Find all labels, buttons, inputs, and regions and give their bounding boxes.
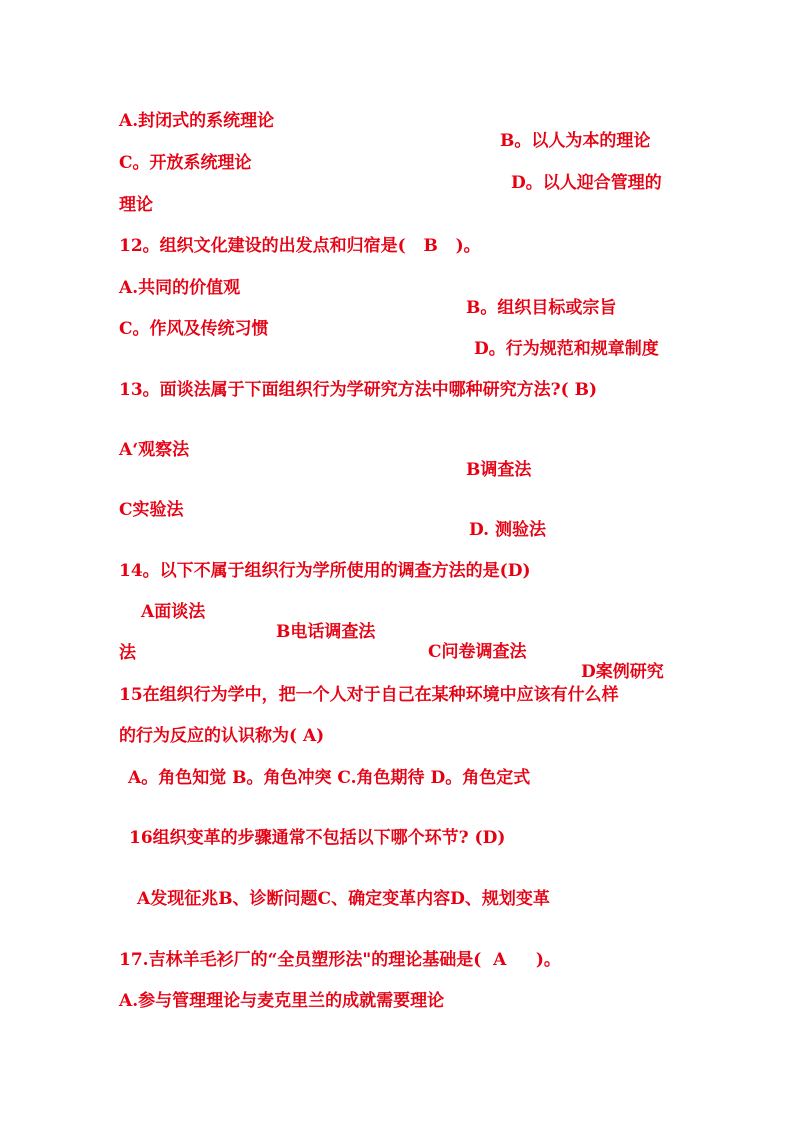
q13-option-b: B调查法 <box>466 460 532 480</box>
q13-question-row <box>0 360 597 420</box>
q17-option-a-row <box>0 971 445 1031</box>
q11-option-d-cont: 理论 <box>119 195 153 215</box>
q12-question: 12。组织文化建设的出发点和归宿是( B )。 <box>119 236 481 256</box>
q13-option-a: A‘观察法 <box>119 440 190 460</box>
q11-option-b: B。以人为本的理论 <box>500 131 651 151</box>
q13-option-c: C实验法 <box>119 500 184 520</box>
q11-option-c: C。开放系统理论 <box>119 153 252 173</box>
q17-option-a: A.参与管理理论与麦克里兰的成就需要理论 <box>119 991 445 1011</box>
q16-question-row <box>0 808 506 868</box>
q14-option-d: D案例研究 <box>581 662 664 682</box>
q12-option-b: B。组织目标或宗旨 <box>466 298 617 318</box>
q16-question: 16组织变革的步骤通常不包括以下哪个环节? (D) <box>129 828 506 848</box>
q13-option-d: D. 测验法 <box>469 520 546 540</box>
q14-option-a: A面谈法 <box>141 602 206 622</box>
q13-question: 13。面谈法属于下面组织行为学研究方法中哪种研究方法?( B) <box>119 380 597 400</box>
q14-option-c: C问卷调查法 <box>428 642 527 662</box>
q14-option-b: B电话调查法 <box>276 622 376 642</box>
q11-option-a: A.封闭式的系统理论 <box>119 111 275 131</box>
q14-question: 14。以下不属于组织行为学所使用的调查方法的是(D) <box>119 561 531 581</box>
q12-option-a: A.共同的价值观 <box>119 278 241 298</box>
q16-options: A发现征兆B、诊断问题C、确定变革内容D、规划变革 <box>137 889 550 909</box>
q15-options: A。角色知觉 B。角色冲突 C.角色期待 D。角色定式 <box>128 768 531 788</box>
q12-option-d: D。行为规范和规章制度 <box>474 339 659 359</box>
q14-option-d-cont: 法 <box>119 643 136 663</box>
q17-question: 17.吉林羊毛衫厂的“全员塑形法"的理论基础是( A )。 <box>119 950 561 970</box>
q15-question-line2: 的行为反应的认识称为( A) <box>119 726 325 746</box>
q11-option-d: D。以人迎合管理的 <box>511 173 662 193</box>
q12-option-c: C。作风及传统习惯 <box>119 319 269 339</box>
q15-options-row <box>0 748 531 808</box>
q16-options-row <box>0 869 550 929</box>
q15-question-line1: 15在组织行为学中，把一个人对于自己在某种环境中应该有什么样 <box>119 685 619 705</box>
